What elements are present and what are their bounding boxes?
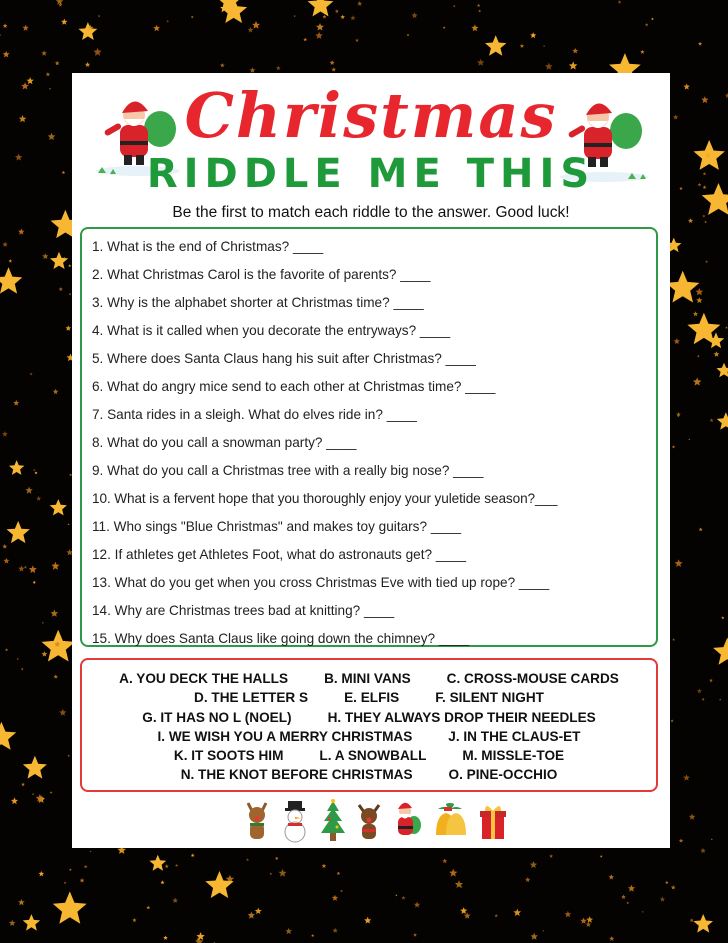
answer-row <box>82 746 656 765</box>
star-icon <box>34 471 37 474</box>
star-icon <box>443 26 446 29</box>
star-icon <box>53 891 87 923</box>
star-icon <box>84 865 88 869</box>
star-icon <box>683 774 690 780</box>
star-icon <box>269 872 272 875</box>
star-icon <box>85 62 90 67</box>
star-icon <box>175 864 178 867</box>
page-subtitle: RIDDLE ME THIS <box>146 151 596 197</box>
star-icon <box>485 35 506 55</box>
star-icon <box>18 566 24 572</box>
riddle-item: 9. What do you call a Christmas tree with a really big nose? ____ <box>92 463 484 478</box>
star-icon <box>248 27 254 33</box>
star-icon <box>689 814 696 820</box>
star-icon <box>255 908 262 915</box>
star-icon <box>709 679 713 683</box>
worksheet <box>72 73 670 848</box>
star-icon <box>172 898 178 903</box>
star-icon <box>513 909 521 916</box>
star-icon <box>9 460 25 475</box>
star-icon <box>395 894 397 896</box>
star-icon <box>49 88 51 90</box>
star-icon <box>13 400 19 406</box>
star-icon <box>66 325 72 330</box>
answer-option: A. YOU DECK THE HALLS <box>119 671 289 686</box>
star-icon <box>146 906 150 910</box>
star-icon <box>525 877 530 882</box>
answer-row <box>82 688 656 707</box>
star-icon <box>316 23 324 31</box>
star-icon <box>308 0 334 16</box>
star-icon <box>48 133 56 140</box>
star-icon <box>705 260 708 263</box>
answer-row <box>82 765 656 784</box>
star-icon <box>24 566 27 569</box>
star-icon <box>542 930 544 932</box>
star-icon <box>191 853 195 857</box>
star-icon <box>703 185 707 189</box>
star-icon <box>660 897 665 902</box>
star-icon <box>98 15 101 17</box>
star-icon <box>330 60 335 65</box>
star-icon <box>166 20 169 23</box>
star-icon <box>55 61 60 66</box>
star-icon <box>666 271 699 303</box>
star-icon <box>23 756 47 779</box>
star-icon <box>90 850 92 852</box>
star-icon <box>355 39 359 42</box>
star-icon <box>449 869 457 877</box>
star-icon <box>675 559 683 567</box>
star-icon <box>717 412 728 429</box>
star-icon <box>628 885 635 892</box>
star-icon <box>54 674 58 678</box>
star-icon <box>700 848 706 853</box>
star-icon <box>565 911 572 917</box>
star-icon <box>59 709 66 716</box>
riddle-item: 13. What do you get when you cross Christmas Eve with tied up rope? ____ <box>92 575 550 590</box>
star-icon <box>672 638 675 640</box>
answer-option: G. IT HAS NO L (NOEL) <box>142 709 292 725</box>
star-icon <box>674 338 680 344</box>
answer-option: I. WE WISH YOU A MERRY CHRISTMAS <box>157 728 413 744</box>
star-icon <box>645 23 649 26</box>
star-icon <box>11 797 18 804</box>
star-icon <box>191 16 194 19</box>
star-icon <box>693 311 698 316</box>
star-icon <box>693 378 702 386</box>
star-icon <box>713 638 728 665</box>
star-icon <box>696 297 702 303</box>
riddle-item: 10. What is a fervent hope that you thoroughly enjoy your yuletide season?___ <box>92 491 558 506</box>
star-icon <box>220 63 225 67</box>
star-icon <box>350 15 355 20</box>
star-icon <box>464 912 471 919</box>
star-icon <box>702 214 705 217</box>
star-icon <box>36 496 41 501</box>
answer-option: D. THE LETTER S <box>194 690 309 706</box>
answer-option: H. THEY ALWAYS DROP THEIR NEEDLES <box>327 709 596 725</box>
star-icon <box>569 61 578 69</box>
star-icon <box>460 907 467 914</box>
star-icon <box>690 918 694 922</box>
star-icon <box>68 523 70 525</box>
star-icon <box>160 880 164 884</box>
riddle-item: 8. What do you call a snowman party? ____ <box>92 435 357 450</box>
star-icon <box>609 874 614 879</box>
star-icon <box>9 920 16 926</box>
star-icon <box>51 610 59 617</box>
reindeer-icon <box>354 799 384 843</box>
star-icon <box>621 895 626 900</box>
riddle-list <box>80 227 658 647</box>
star-icon <box>2 544 7 549</box>
star-icon <box>580 918 587 924</box>
star-icon <box>520 44 524 48</box>
answer-option: E. ELFIS <box>344 690 400 706</box>
star-icon <box>41 51 47 56</box>
star-icon <box>205 871 233 898</box>
star-icon <box>322 15 326 19</box>
star-icon <box>46 72 50 76</box>
reindeer-icon <box>242 799 272 843</box>
riddle-item: 3. Why is the alphabet shorter at Christmas time? ____ <box>92 295 424 310</box>
answer-option: C. CROSS-MOUSE CARDS <box>446 671 619 686</box>
instructions-text: Be the first to match each riddle to the answer. Good luck! <box>172 204 570 221</box>
star-icon <box>364 917 371 924</box>
star-icon <box>442 858 447 863</box>
star-icon <box>30 372 33 375</box>
star-icon <box>56 0 64 5</box>
star-icon <box>311 934 314 937</box>
star-icon <box>401 896 405 900</box>
star-icon <box>3 242 8 247</box>
star-icon <box>600 855 603 858</box>
star-icon <box>33 581 36 584</box>
bells-icon <box>430 799 470 843</box>
star-icon <box>50 499 67 515</box>
star-icon <box>586 916 593 923</box>
answer-option: B. MINI VANS <box>324 671 411 686</box>
answer-option: J. IN THE CLAUS-ET <box>448 728 581 744</box>
star-icon <box>711 838 713 840</box>
star-icon <box>333 928 338 933</box>
riddle-item: 15. Why does Santa Claus like going down the chimney? ____ <box>92 631 470 646</box>
star-icon <box>640 50 644 54</box>
star-icon <box>3 51 10 58</box>
star-icon <box>93 48 101 56</box>
star-icon <box>18 229 24 235</box>
star-icon <box>673 115 678 120</box>
star-icon <box>79 22 98 40</box>
star-icon <box>586 922 591 927</box>
riddle-item: 14. Why are Christmas trees bad at knitting? ____ <box>92 603 395 618</box>
star-icon <box>68 755 70 757</box>
santa-icon <box>392 799 422 843</box>
answer-option: K. IT SOOTS HIM <box>173 748 284 764</box>
star-icon <box>0 722 16 750</box>
star-icon <box>50 791 53 794</box>
star-icon <box>453 5 456 8</box>
star-icon <box>471 24 478 31</box>
star-icon <box>5 648 8 651</box>
star-icon <box>7 521 30 543</box>
star-icon <box>153 25 160 31</box>
star-icon <box>50 252 68 269</box>
star-icon <box>248 912 255 919</box>
star-icon <box>163 936 168 940</box>
star-icon <box>322 864 327 868</box>
star-icon <box>68 264 71 267</box>
star-icon <box>530 32 536 38</box>
star-icon <box>21 82 29 89</box>
star-icon <box>716 363 728 378</box>
answer-row <box>82 669 656 688</box>
star-icon <box>411 12 417 18</box>
star-icon <box>725 327 727 329</box>
star-icon <box>701 96 708 103</box>
star-icon <box>695 288 703 295</box>
star-icon <box>61 19 67 25</box>
star-icon <box>39 871 45 876</box>
star-icon <box>642 911 644 913</box>
star-icon <box>698 183 702 187</box>
star-icon <box>246 858 249 861</box>
star-icon <box>710 418 714 422</box>
christmas-tree-icon <box>318 799 348 843</box>
star-icon <box>704 221 707 223</box>
star-icon <box>285 928 292 934</box>
star-icon <box>357 1 362 6</box>
answer-option: M. MISSLE-TOE <box>462 748 565 764</box>
star-icon <box>337 872 341 875</box>
star-icon <box>697 355 700 358</box>
star-icon <box>530 861 537 868</box>
snowman-icon <box>280 799 310 843</box>
star-icon <box>69 868 72 871</box>
star-icon <box>672 445 675 448</box>
star-icon <box>688 438 690 440</box>
star-icon <box>688 218 693 223</box>
answer-row <box>82 727 656 746</box>
star-icon <box>132 918 136 922</box>
star-icon <box>651 18 654 21</box>
star-icon <box>702 698 705 701</box>
star-icon <box>714 351 720 357</box>
star-icon <box>275 857 279 860</box>
star-icon <box>335 9 339 13</box>
star-icon <box>549 854 553 858</box>
star-icon <box>698 42 702 46</box>
riddle-item: 12. If athletes get Athletes Foot, what do astronauts get? ____ <box>92 547 467 562</box>
star-icon <box>279 869 287 877</box>
page-title: Christmas <box>184 79 558 152</box>
star-icon <box>9 259 13 263</box>
star-icon <box>671 719 674 722</box>
star-icon <box>693 914 713 933</box>
star-icon <box>15 154 22 161</box>
star-icon <box>477 4 481 7</box>
riddle-item: 6. What do angry mice send to each other at Christmas time? ____ <box>92 379 496 394</box>
footer-decorations <box>232 799 522 845</box>
star-icon <box>19 115 27 122</box>
star-icon <box>23 914 40 931</box>
riddle-item: 4. What is it called when you decorate the entryways? ____ <box>92 323 451 338</box>
riddle-item: 2. What Christmas Carol is the favorite of parents? ____ <box>92 267 431 282</box>
star-icon <box>671 885 676 889</box>
star-icon <box>679 838 684 842</box>
star-icon <box>626 901 629 904</box>
star-icon <box>25 487 32 494</box>
riddle-item: 5. Where does Santa Claus hang his suit after Christmas? ____ <box>92 351 476 366</box>
star-icon <box>699 528 703 532</box>
star-icon <box>149 855 166 871</box>
star-icon <box>21 668 24 671</box>
star-icon <box>42 622 44 624</box>
star-icon <box>609 936 614 941</box>
answer-option: O. PINE-OCCHIO <box>448 767 558 783</box>
star-icon <box>51 562 59 570</box>
star-icon <box>64 881 67 884</box>
riddle-item: 11. Who sings "Blue Christmas" and makes toy guitars? ____ <box>92 519 462 534</box>
riddle-item: 7. Santa rides in a sleigh. What do elves ride in? ____ <box>92 407 417 422</box>
answer-key-box <box>80 658 658 792</box>
star-icon <box>331 67 336 71</box>
star-icon <box>494 914 498 917</box>
star-icon <box>32 793 34 795</box>
star-icon <box>165 864 169 868</box>
star-icon <box>29 565 37 573</box>
answer-option: N. THE KNOT BEFORE CHRISTMAS <box>180 767 413 783</box>
star-icon <box>252 21 260 29</box>
star-icon <box>545 63 553 70</box>
star-icon <box>0 267 22 293</box>
star-icon <box>719 699 721 701</box>
star-icon <box>340 890 343 893</box>
star-icon <box>2 431 8 437</box>
riddle-item: 1. What is the end of Christmas? ____ <box>92 239 324 254</box>
star-icon <box>294 15 296 17</box>
star-icon <box>17 658 19 660</box>
star-icon <box>679 187 683 190</box>
star-icon <box>4 558 10 564</box>
star-icon <box>42 253 48 259</box>
star-icon <box>414 902 420 908</box>
star-icon <box>23 25 29 31</box>
star-icon <box>477 59 484 66</box>
star-icon <box>665 881 668 884</box>
star-icon <box>478 10 481 13</box>
star-icon <box>703 172 707 175</box>
star-icon <box>413 933 417 937</box>
star-icon <box>531 933 538 940</box>
star-icon <box>3 23 8 28</box>
star-icon <box>332 895 338 901</box>
star-icon <box>702 183 728 215</box>
star-icon <box>618 0 622 4</box>
star-icon <box>303 38 307 42</box>
star-icon <box>80 878 85 882</box>
star-icon <box>407 34 409 36</box>
gift-icon <box>478 799 508 843</box>
star-icon <box>59 287 63 291</box>
star-icon <box>0 34 1 36</box>
star-icon <box>315 32 323 39</box>
star-icon <box>53 389 59 394</box>
star-icon <box>62 171 65 174</box>
star-icon <box>27 77 34 84</box>
answer-row <box>82 708 656 727</box>
star-icon <box>33 469 36 472</box>
star-icon <box>572 48 578 54</box>
answer-option: F. SILENT NIGHT <box>435 690 544 706</box>
star-icon <box>276 66 281 70</box>
star-icon <box>721 616 724 619</box>
star-icon <box>18 899 25 905</box>
answer-option: L. A SNOWBALL <box>319 748 427 764</box>
star-icon <box>340 15 345 19</box>
star-icon <box>21 783 25 787</box>
star-icon <box>683 84 690 90</box>
star-icon <box>697 689 702 694</box>
star-icon <box>543 45 545 47</box>
star-icon <box>42 651 48 657</box>
